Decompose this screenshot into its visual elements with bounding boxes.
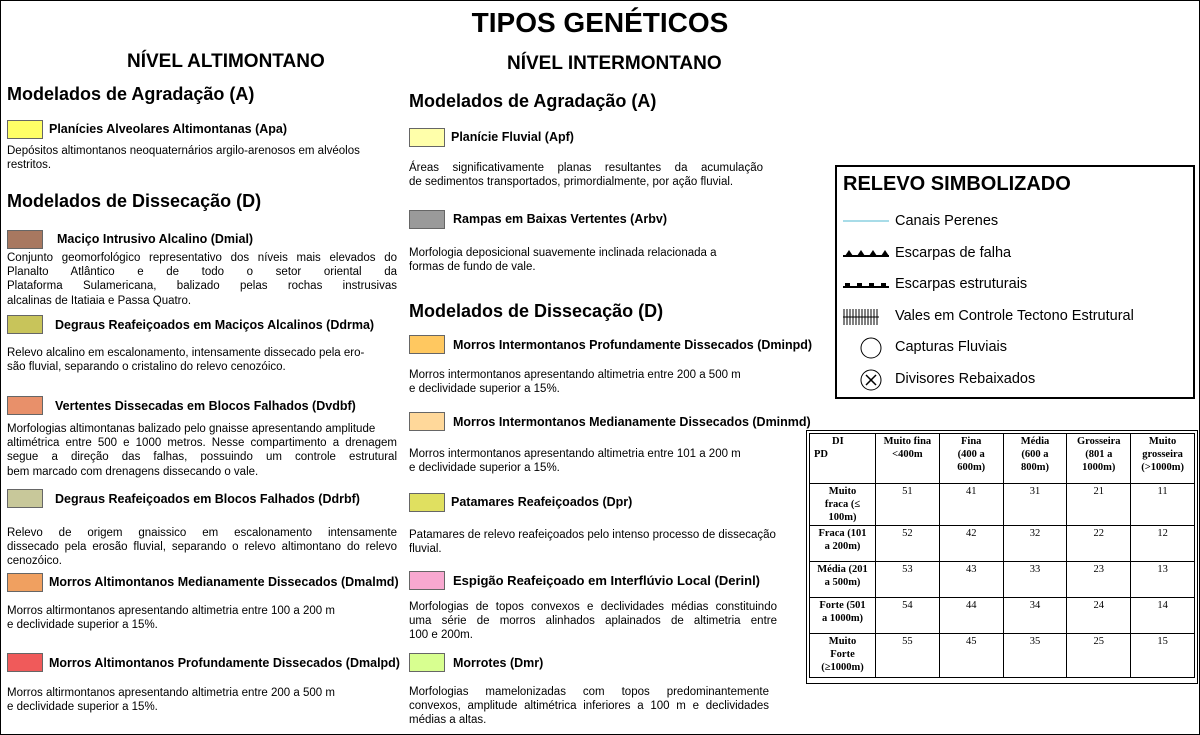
column-header: Grosseira (801 a 1000m) bbox=[1067, 434, 1131, 484]
color-swatch bbox=[7, 120, 43, 139]
column-header: Muito fina <400m bbox=[876, 434, 940, 484]
table-cell: 33 bbox=[1003, 562, 1067, 598]
table-cell: 24 bbox=[1067, 598, 1131, 634]
legend-item-title: Rampas em Baixas Vertentes (Arbv) bbox=[453, 212, 667, 226]
legend-row-escarpas-estruturais bbox=[837, 273, 1193, 297]
table-cell: 34 bbox=[1003, 598, 1067, 634]
legend-row-divisores-rebaixados bbox=[837, 368, 1193, 392]
table-cell: 12 bbox=[1131, 526, 1195, 562]
table-cell: 32 bbox=[1003, 526, 1067, 562]
legend-item-title: Planícies Alveolares Altimontanas (Apa) bbox=[49, 122, 288, 136]
color-swatch bbox=[7, 396, 43, 415]
color-swatch bbox=[7, 573, 43, 592]
circle-x-icon bbox=[843, 368, 889, 392]
table-cell: 41 bbox=[939, 484, 1003, 526]
legend-item-title: Degraus Reafeiçoados em Maciços Alcalinos (Ddrma) bbox=[55, 318, 375, 332]
color-swatch bbox=[7, 315, 43, 334]
color-swatch bbox=[7, 230, 43, 249]
section-heading-agradacao-middle: Modelados de Agradação (A) bbox=[409, 91, 657, 111]
color-swatch bbox=[409, 653, 445, 672]
table-cell: 45 bbox=[939, 634, 1003, 678]
table-row bbox=[810, 484, 1195, 526]
column-header: Média (600 a 800m) bbox=[1003, 434, 1067, 484]
river-line-icon bbox=[843, 210, 889, 234]
color-swatch bbox=[409, 210, 445, 229]
row-header: Fraca (101 a 200m) bbox=[810, 526, 876, 562]
table-row bbox=[810, 634, 1195, 678]
table-cell: 54 bbox=[876, 598, 940, 634]
legend-label: Escarpas estruturais bbox=[895, 276, 1028, 292]
color-swatch bbox=[409, 493, 445, 512]
dissection-matrix-table bbox=[809, 433, 1195, 678]
legend-item-description: Relevo de origem gnaissico em escalonamento intensamente dissecado pela erosão fluvial, separando o relevo altimontano do relevo cenozóico. bbox=[7, 527, 397, 568]
table-cell: 31 bbox=[1003, 484, 1067, 526]
legend-item-description: Patamares de relevo reafeiçoados pelo intenso processo de dissecação fluvial. bbox=[409, 529, 776, 556]
table-row bbox=[810, 562, 1195, 598]
legend-item-title: Vertentes Dissecadas em Blocos Falhados (Dvdbf) bbox=[55, 399, 356, 413]
table-cell: 21 bbox=[1067, 484, 1131, 526]
section-heading-agradacao-left: Modelados de Agradação (A) bbox=[7, 84, 255, 104]
section-heading-disseccao-middle: Modelados de Dissecação (D) bbox=[409, 301, 664, 321]
color-swatch bbox=[7, 489, 43, 508]
column-header: Muito grosseira (>1000m) bbox=[1131, 434, 1195, 484]
legend-item-description: Relevo alcalino em escalonamento, intensamente dissecado pela ero- são fluvial, separando o cristalino do relevo cenozóico. bbox=[7, 347, 365, 374]
color-swatch bbox=[409, 128, 445, 147]
column-header: Fina (400 a 600m) bbox=[939, 434, 1003, 484]
legend-item-description: Áreas significativamente planas resultantes da acumulação de sedimentos transportados, primordialmente, por ação fluvial. bbox=[409, 162, 763, 189]
legend-item-title: Patamares Reafeiçoados (Dpr) bbox=[451, 495, 633, 509]
legend-item-description: Morfologias mamelonizadas com topos predominantemente convexos, amplitude altimétrica inferiores a 100 m e declividades médias a altas. bbox=[409, 686, 769, 727]
row-header: Média (201 a 500m) bbox=[810, 562, 876, 598]
legend-item-description: Conjunto geomorfológico representativo dos níveis mais elevados do Planalto Atlântico e de todo o setor oriental da Plataforma Sulamericana, balizado pelas rochas instrusivas alcalinas de Itatiaia e Passa Quatro. bbox=[7, 252, 397, 307]
row-header: Muito Forte (≥1000m) bbox=[810, 634, 876, 678]
page-title: TIPOS GENÉTICOS bbox=[471, 7, 729, 38]
legend-row-capturas-fluviais bbox=[837, 336, 1193, 360]
table-cell: 43 bbox=[939, 562, 1003, 598]
legend-item-description: Morfologia deposicional suavemente inclinada relacionada a formas de fundo de vale. bbox=[409, 247, 717, 274]
table-cell: 44 bbox=[939, 598, 1003, 634]
row-header: Muito fraca (≤ 100m) bbox=[810, 484, 876, 526]
table-cell: 42 bbox=[939, 526, 1003, 562]
legend-item-title: Degraus Reafeiçoados em Blocos Falhados (Ddrbf) bbox=[55, 492, 360, 506]
table-cell: 13 bbox=[1131, 562, 1195, 598]
legend-item-description: Morros altirmontanos apresentando altimetria entre 100 a 200 m e declividade superior a 15%. bbox=[7, 605, 335, 632]
section-heading-disseccao-left: Modelados de Dissecação (D) bbox=[7, 191, 262, 211]
relevo-simbolizado-box bbox=[835, 165, 1195, 399]
legend-item-title: Morros Intermontanos Profundamente Dissecados (Dminpd) bbox=[453, 338, 813, 352]
table-cell: 11 bbox=[1131, 484, 1195, 526]
legend-item-title: Morrotes (Dmr) bbox=[453, 656, 544, 670]
legend-item-description: Morros altirmontanos apresentando altimetria entre 200 a 500 m e declividade superior a 15%. bbox=[7, 687, 335, 714]
legend-item-description: Morfologias altimontanas balizado pelo gnaisse apresentando amplitude altimétrica entre 500 e 1000 metros. Nesse compartimento a drenagem segue a direção das falhas, possuindo um controle estrutural bem marcado com drenagens dissecando o vale. bbox=[7, 423, 397, 478]
legend-item-description: Morfologias de topos convexos e declividades médias constituindo uma série de morros alinhados aplainados de altimetria entre 100 e 200m. bbox=[409, 601, 777, 642]
legend-item-title: Morros Altimontanos Medianamente Dissecados (Dmalmd) bbox=[49, 575, 399, 589]
table-header-row bbox=[810, 434, 1195, 484]
legend-item-description: Morros intermontanos apresentando altimetria entre 200 a 500 m e declividade superior a 15%. bbox=[409, 369, 741, 396]
legend-item-title: Planície Fluvial (Apf) bbox=[451, 130, 574, 144]
legend-item-title: Maciço Intrusivo Alcalino (Dmial) bbox=[57, 232, 254, 246]
tectonic-valley-icon bbox=[843, 305, 889, 329]
structural-scarp-icon bbox=[843, 273, 889, 297]
table-cell: 14 bbox=[1131, 598, 1195, 634]
table-cell: 51 bbox=[876, 484, 940, 526]
color-swatch bbox=[409, 335, 445, 354]
level-heading-altimontano: NÍVEL ALTIMONTANO bbox=[127, 51, 325, 72]
table-row bbox=[810, 526, 1195, 562]
legend-item-description: Depósitos altimontanos neoquaternários argilo-arenosos em alvéolos restritos. bbox=[7, 145, 360, 172]
legend-row-escarpas-falha bbox=[837, 242, 1193, 266]
circle-icon bbox=[843, 336, 889, 360]
row-header: Forte (501 a 1000m) bbox=[810, 598, 876, 634]
legend-item-title: Espigão Reafeiçoado em Interflúvio Local (Derinl) bbox=[453, 573, 761, 588]
legend-label: Vales em Controle Tectono Estrutural bbox=[895, 308, 1134, 324]
table-cell: 52 bbox=[876, 526, 940, 562]
color-swatch bbox=[7, 653, 43, 672]
legend-item-title: Morros Altimontanos Profundamente Dissecados (Dmalpd) bbox=[49, 656, 400, 670]
table-row bbox=[810, 598, 1195, 634]
fault-scarp-icon bbox=[843, 242, 889, 266]
legend-label: Escarpas de falha bbox=[895, 245, 1012, 261]
table-cell: 23 bbox=[1067, 562, 1131, 598]
legend-item-description: Morros intermontanos apresentando altimetria entre 101 a 200 m e declividade superior a 15%. bbox=[409, 448, 741, 475]
legend-row-vales-controle bbox=[837, 305, 1193, 329]
table-corner-cell: DI PD bbox=[810, 434, 876, 484]
color-swatch bbox=[409, 412, 445, 431]
legend-label: Capturas Fluviais bbox=[895, 339, 1008, 355]
legend-label: Canais Perenes bbox=[895, 213, 999, 229]
table-cell: 22 bbox=[1067, 526, 1131, 562]
level-heading-intermontano: NÍVEL INTERMONTANO bbox=[507, 53, 722, 74]
color-swatch bbox=[409, 571, 445, 590]
legend-row-canais-perenes bbox=[837, 210, 1193, 234]
legend-title: RELEVO SIMBOLIZADO bbox=[843, 173, 1071, 195]
table-cell: 53 bbox=[876, 562, 940, 598]
legend-label: Divisores Rebaixados bbox=[895, 371, 1036, 387]
table-cell: 15 bbox=[1131, 634, 1195, 678]
legend-item-title: Morros Intermontanos Medianamente Dissecados (Dminmd) bbox=[453, 415, 811, 429]
table-cell: 55 bbox=[876, 634, 940, 678]
table-cell: 35 bbox=[1003, 634, 1067, 678]
table-cell: 25 bbox=[1067, 634, 1131, 678]
